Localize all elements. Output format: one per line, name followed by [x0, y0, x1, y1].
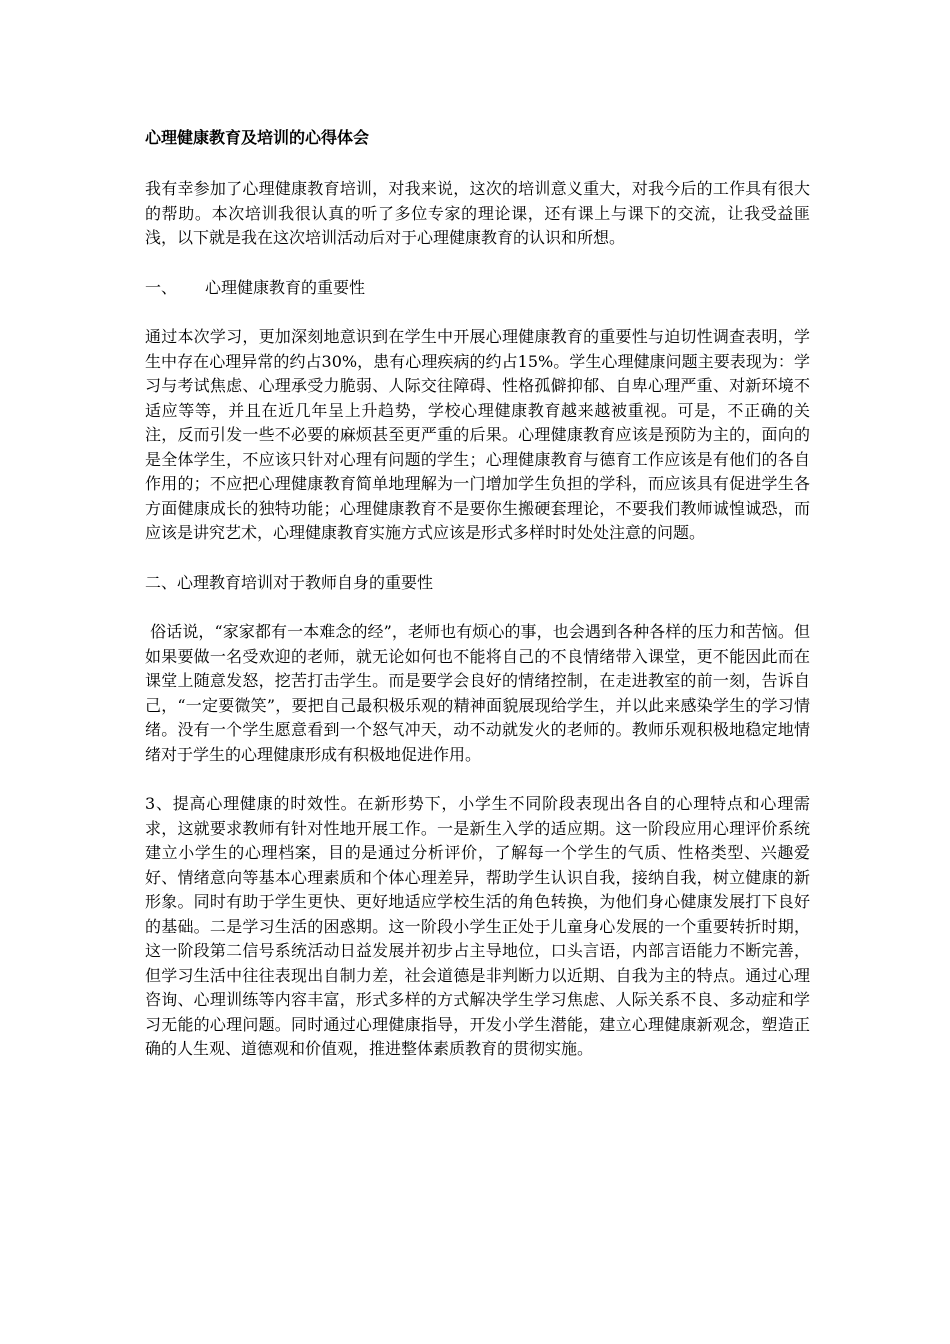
intro-paragraph: 我有幸参加了心理健康教育培训，对我来说，这次的培训意义重大，对我今后的工作具有很大的帮助。本次培训我很认真的听了多位专家的理论课，还有课上与课下的交流，让我受益匪浅，以下就是我在这次培训活动后对于心理健康教育的认识和所想。 — [145, 179, 810, 247]
section-2-paragraph: 俗话说，“家家都有一本难念的经”，老师也有烦心的事，也会遇到各种各样的压力和苦恼。但如果要做一名受欢迎的老师，就无论如何也不能将自己的不良情绪带入课堂，更不能因此而在课堂上随意发怒，挖苦打击学生。而是要学会良好的情绪控制，在走进教室的前一刻，告诉自己，“一定要微笑”，要把自己最积极乐观的精神面貌展现给学生，并以此来感染学生的学习情绪。没有一个学生愿意看到一个怒气冲天，动不动就发火的老师的。教师乐观积极地稳定地情绪对于学生的心理健康形成有积极地促进作用。 — [145, 622, 810, 764]
document-page — [145, 124, 810, 1087]
section-3-paragraph: 3、提高心理健康的时效性。在新形势下，小学生不同阶段表现出各自的心理特点和心理需求，这就要求教师有针对性地开展工作。一是新生入学的适应期。这一阶段应用心理评价系统建立小学生的心理档案，目的是通过分析评价，了解每一个学生的气质、性格类型、兴趣爱好、情绪意向等基本心理素质和个体心理差异，帮助学生认识自我，接纳自我，树立健康的新形象。同时有助于学生更快、更好地适应学校生活的角色转换，为他们身心健康发展打下良好的基础。二是学习生活的困惑期。这一阶段小学生正处于儿童身心发展的一个重要转折时期，这一阶段第二信号系统活动日益发展并初步占主导地位，口头言语，内部言语能力不断完善，但学习生活中往往表现出自制力差，社会道德是非判断力以近期、自我为主的特点。通过心理咨询、心理训练等内容丰富，形式多样的方式解决学生学习焦虑、人际关系不良、多动症和学习无能的心理问题。同时通过心理健康指导，开发小学生潜能，建立心理健康新观念，塑造正确的人生观、道德观和价值观，推进整体素质教育的贯彻实施。 — [145, 794, 810, 1058]
section-1-heading-text: 心理健康教育的重要性 — [205, 277, 366, 297]
section-2-heading: 二、心理教育培训对于教师自身的重要性 — [145, 572, 434, 592]
section-1-number: 一、 — [145, 277, 178, 297]
document-title: 心理健康教育及培训的心得体会 — [145, 128, 370, 147]
section-1-paragraph: 通过本次学习，更加深刻地意识到在学生中开展心理健康教育的重要性与迫切性调查表明，学生中存在心理异常的约占30%，患有心理疾病的约占15%。学生心理健康问题主要表现为：学习与考试焦虑、心理承受力脆弱、人际交往障碍、性格孤僻抑郁、自卑心理严重、对新环境不适应等等，并且在近几年呈上升趋势，学校心理健康教育越来越被重视。可是，不正确的关注，反而引发一些不必要的麻烦甚至更严重的后果。心理健康教育应该是预防为主的，面向的是全体学生，不应该只针对心理有问题的学生；心理健康教育与德育工作应该是有他们的各自作用的；不应把心理健康教育简单地理解为一门增加学生负担的学科，而应该具有促进学生各方面健康成长的独特功能；心理健康教育不是要你生搬硬套理论，不要我们教师诚惶诚恐，而应该是讲究艺术，心理健康教育实施方式应该是形式多样时时处处注意的问题。 — [145, 327, 810, 542]
section-1-heading — [145, 276, 810, 301]
